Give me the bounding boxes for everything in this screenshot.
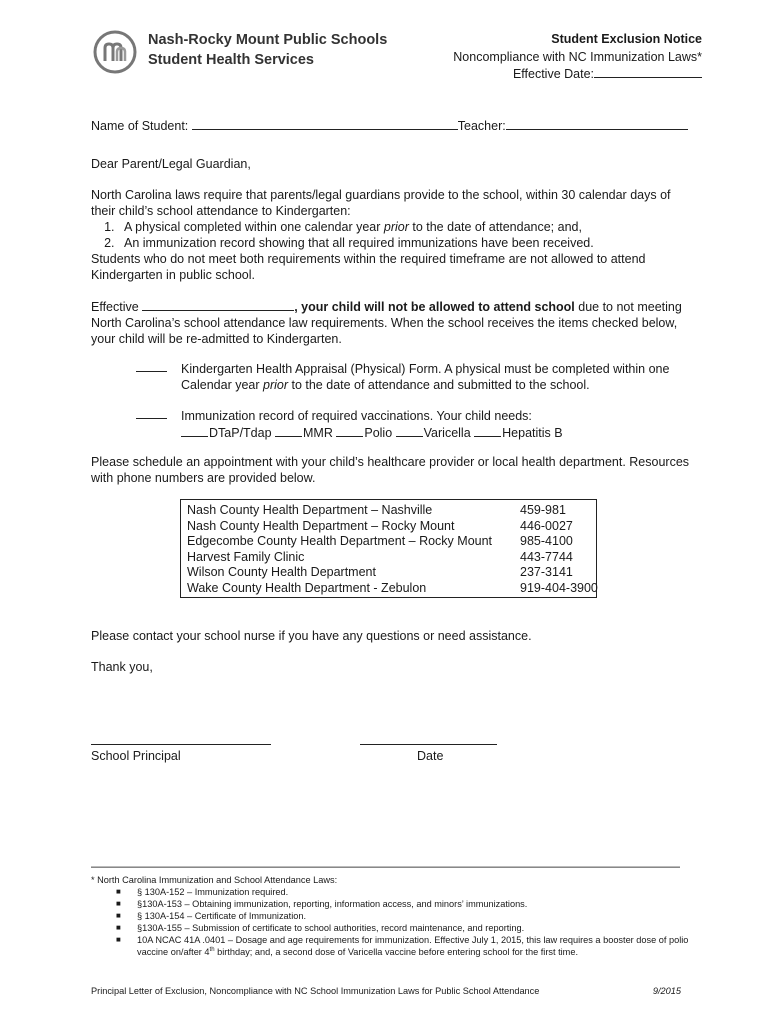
teacher-label: Teacher: <box>457 119 506 133</box>
footer-text: Principal Letter of Exclusion, Noncompliance with NC School Immunization Laws for Public School Attendance <box>91 986 540 996</box>
footnote-item <box>91 934 691 958</box>
footnote-divider <box>91 866 680 868</box>
vaccine-blank[interactable] <box>396 424 423 437</box>
requirement-1-text: A physical completed within one calendar year <box>124 220 384 234</box>
table-row <box>187 519 598 535</box>
district-logo <box>93 30 137 74</box>
resource-name: Harvest Family Clinic <box>187 549 305 564</box>
consequence-text: Students who do not meet both requirements within the required timeframe are not allowed to attend Kindergarten in public school. <box>91 252 646 282</box>
resource-phone: 446-0027 <box>520 518 573 533</box>
resource-name: Wilson County Health Department <box>187 565 376 580</box>
vaccine-blank[interactable] <box>474 424 501 437</box>
organization-name-line2: Student Health Services <box>148 52 314 68</box>
immunization-check-blank[interactable] <box>136 418 167 419</box>
teacher-blank[interactable] <box>506 117 688 130</box>
footnote <box>91 874 691 958</box>
vaccine-label: Polio <box>364 426 393 440</box>
organization-name <box>148 30 387 70</box>
physical-text-emphasis: prior <box>263 378 289 392</box>
footer-date: 9/2015 <box>652 986 681 996</box>
footnote-superscript: th <box>209 946 215 953</box>
table-row <box>187 534 598 550</box>
student-name-label: Name of Student: <box>91 119 189 133</box>
resources-table <box>180 499 597 598</box>
footnote-list <box>91 886 691 958</box>
resource-phone: 919-404-3900 <box>520 580 598 595</box>
resource-name: Nash County Health Department – Nashville <box>187 503 433 517</box>
resource-name: Nash County Health Department – Rocky Mount <box>187 518 455 533</box>
footnote-item <box>91 922 691 934</box>
vaccine-label: MMR <box>303 426 333 440</box>
organization-name-line1: Nash-Rocky Mount Public Schools <box>148 32 388 48</box>
date-signature-line[interactable] <box>360 744 497 745</box>
resource-phone: 237-3141 <box>520 565 573 580</box>
resource-phone: 459-981 <box>520 503 566 517</box>
immunization-item-text <box>181 408 681 441</box>
bullet-icon: ■ <box>116 887 121 896</box>
schedule-paragraph: Please schedule an appointment with your child’s healthcare provider or local health department. Resources with phone numbers are provided below. <box>91 455 690 485</box>
footnote-item-text: 10A NCAC 41A .0401 – Dosage and age requirements for immunization. Effective July 1, 2015, this law requires a booster dose of polio vaccine on/after 4 <box>137 935 689 957</box>
footnote-item-text: §130A-153 – Obtaining immunization, reporting, information access, and minors’ immunizations. <box>137 899 528 909</box>
resource-phone: 443-7744 <box>520 549 573 564</box>
contact-text: Please contact your school nurse if you have any questions or need assistance. <box>91 629 532 643</box>
footnote-item-text: § 130A-154 – Certificate of Immunization. <box>137 911 307 921</box>
resource-name: Wake County Health Department - Zebulon <box>187 580 427 595</box>
student-name-blank[interactable] <box>192 117 458 130</box>
physical-text-a: Kindergarten Health Appraisal (Physical) Form. A physical must be completed within one Calendar year <box>181 362 670 392</box>
vaccine-list <box>181 424 681 441</box>
effective-paragraph <box>91 298 691 347</box>
bullet-icon: ■ <box>116 911 121 920</box>
footnote-item <box>91 898 691 910</box>
effective-warning: , your child will not be allowed to attend school <box>294 300 575 314</box>
effective-label: Effective <box>91 300 139 314</box>
vaccine-label: DTaP/Tdap <box>209 426 272 440</box>
vaccine-blank[interactable] <box>275 424 302 437</box>
principal-signature-line[interactable] <box>91 744 271 745</box>
table-row <box>187 565 598 581</box>
notice-subtitle: Noncompliance with NC Immunization Laws* <box>453 50 702 64</box>
requirement-1-emphasis: prior <box>383 220 409 234</box>
requirement-1-text-end: to the date of attendance; and, <box>408 220 582 234</box>
resource-name: Edgecombe County Health Department – Rocky Mount <box>187 534 493 549</box>
physical-check-blank[interactable] <box>136 371 167 372</box>
footnote-item-text: § 130A-152 – Immunization required. <box>137 887 289 897</box>
vaccine-label: Varicella <box>423 426 471 440</box>
immunization-text: Immunization record of required vaccinations. Your child needs: <box>181 409 532 423</box>
effective-date-blank[interactable] <box>594 65 702 78</box>
student-info-line <box>91 117 691 134</box>
requirement-item <box>118 219 691 235</box>
requirement-item: 2. An immunization record showing that all required immunizations have been received. <box>118 235 691 251</box>
date-label: Date <box>417 749 444 763</box>
effective-blank[interactable] <box>142 298 294 311</box>
footnote-item-text: §130A-155 – Submission of certificate to school authorities, record maintenance, and reporting. <box>137 923 525 933</box>
bullet-icon: ■ <box>116 935 121 944</box>
effective-date-row <box>453 65 702 82</box>
bullet-icon: ■ <box>116 923 121 932</box>
physical-text-b: to the date of attendance and submitted to the school. <box>288 378 590 392</box>
footnote-item <box>91 886 691 898</box>
effective-rest: due to not meeting North Carolina’s school attendance law requirements. When the school receives the items checked below, your child will be re-admitted to Kindergarten. <box>91 300 682 346</box>
physical-item-text <box>181 361 681 393</box>
vaccine-label: Hepatitis B <box>502 426 563 440</box>
footnote-item-text-end: birthday; and, a second dose of Varicella vaccine before entering school for the first time. <box>214 947 578 957</box>
closing-text: Thank you, <box>91 660 153 674</box>
table-row <box>187 550 598 566</box>
footnote-heading: * North Carolina Immunization and School Attendance Laws: <box>91 875 338 885</box>
vaccine-blank[interactable] <box>336 424 363 437</box>
page-footer <box>91 985 681 997</box>
table-row <box>187 581 598 597</box>
principal-label: School Principal <box>91 749 181 763</box>
notice-heading <box>453 31 702 82</box>
greeting: Dear Parent/Legal Guardian, <box>91 157 251 171</box>
requirements-list <box>91 219 691 251</box>
resource-phone: 985-4100 <box>520 534 573 549</box>
vaccine-blank[interactable] <box>181 424 208 437</box>
effective-date-label: Effective Date: <box>512 67 594 81</box>
intro-text: North Carolina laws require that parents/legal guardians provide to the school, within 30 calendar days of their child’s school attendance to Kindergarten: <box>91 188 671 218</box>
bullet-icon: ■ <box>116 899 121 908</box>
notice-title: Student Exclusion Notice <box>551 32 702 46</box>
footnote-item <box>91 910 691 922</box>
requirements-paragraph <box>91 187 691 283</box>
table-row <box>187 503 598 519</box>
